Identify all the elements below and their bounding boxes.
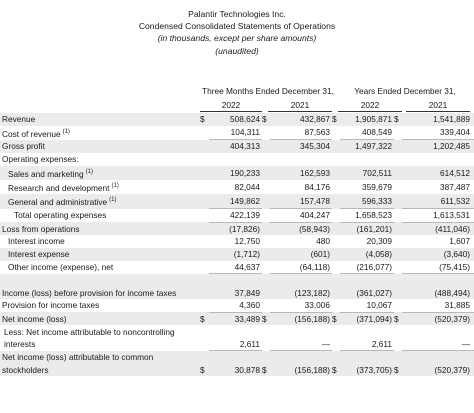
cell-value: (161,201) bbox=[340, 222, 394, 235]
units-note: (in thousands, except per share amounts) bbox=[157, 33, 317, 43]
cell-value: 345,304 bbox=[270, 140, 332, 153]
currency-symbol bbox=[332, 153, 340, 166]
column-year-fy-2021: 2021 bbox=[406, 100, 470, 112]
currency-symbol bbox=[200, 140, 209, 153]
row-label-text: Interest expense bbox=[8, 249, 70, 259]
cell-value: (488,494) bbox=[402, 274, 474, 300]
column-year-fy-2022: 2022 bbox=[338, 100, 402, 112]
cell-value: 1,497,322 bbox=[340, 140, 394, 153]
cell-value: 404,313 bbox=[209, 140, 262, 153]
row-label-text: Sales and marketing bbox=[8, 168, 84, 179]
currency-symbol bbox=[394, 235, 402, 248]
currency-symbol bbox=[332, 166, 340, 180]
table-row-net-income-loss-attributable-to-common-stockholders bbox=[0, 351, 474, 377]
cell-value: 4,360 bbox=[239, 300, 260, 311]
cell-value: 33,489 bbox=[209, 312, 262, 325]
currency-symbol: $ bbox=[200, 351, 209, 377]
row-label bbox=[0, 312, 200, 325]
row-label-text: Interest income bbox=[8, 236, 65, 247]
cell-value: 149,862 bbox=[209, 194, 262, 208]
table-row-research-and-development bbox=[0, 180, 474, 194]
row-label-text: Total operating expenses bbox=[14, 210, 107, 221]
table-row-operating-expenses bbox=[0, 153, 474, 166]
footnote-marker: (1) bbox=[62, 128, 70, 135]
cell-value: 33,006 bbox=[304, 300, 330, 311]
row-label-text: Net income (loss) attributable to common stockholders bbox=[2, 352, 154, 375]
currency-symbol bbox=[200, 325, 209, 351]
table-row-total-operating-expenses bbox=[0, 209, 474, 223]
cell-value: 404,247 bbox=[270, 209, 332, 223]
currency-symbol bbox=[394, 248, 402, 261]
cell-value: (58,943) bbox=[270, 222, 332, 235]
table-row-cost-of-revenue bbox=[0, 126, 474, 140]
currency-symbol bbox=[262, 235, 270, 248]
currency-symbol bbox=[200, 222, 209, 235]
cell-value: 104,311 bbox=[230, 127, 260, 138]
row-label bbox=[0, 235, 200, 248]
currency-symbol: $ bbox=[332, 351, 340, 377]
currency-symbol bbox=[332, 299, 340, 312]
table-row-less-net-income-attributable-to-noncontrolling-interests bbox=[0, 325, 474, 351]
row-label-text: Income (loss) before provision for income taxes bbox=[2, 287, 177, 298]
row-label bbox=[0, 113, 200, 126]
row-label bbox=[0, 248, 200, 261]
currency-symbol bbox=[200, 126, 209, 140]
cell-value: 408,549 bbox=[362, 127, 392, 138]
cell-value: 596,333 bbox=[340, 194, 394, 208]
currency-symbol bbox=[332, 209, 340, 223]
currency-symbol bbox=[332, 248, 340, 261]
row-label bbox=[0, 180, 200, 194]
currency-symbol bbox=[262, 222, 270, 235]
cell-value: 359,679 bbox=[362, 181, 392, 192]
cell-value bbox=[402, 153, 474, 166]
table-row-sales-and-marketing bbox=[0, 166, 474, 180]
currency-symbol bbox=[332, 126, 340, 140]
table-row-provision-for-income-taxes bbox=[0, 299, 474, 312]
cell-value: (216,077) bbox=[356, 261, 392, 272]
cell-value: (361,027) bbox=[340, 274, 394, 300]
row-label bbox=[0, 126, 200, 140]
row-label bbox=[0, 325, 200, 351]
cell-value: 20,309 bbox=[366, 236, 392, 247]
cell-value: (601) bbox=[270, 248, 332, 261]
currency-symbol bbox=[332, 222, 340, 235]
table-row-loss-from-operations bbox=[0, 222, 474, 235]
currency-symbol: $ bbox=[262, 351, 270, 377]
currency-symbol bbox=[332, 194, 340, 208]
row-label-text: Research and development bbox=[8, 182, 110, 193]
cell-value: (156,188) bbox=[270, 351, 332, 377]
cell-value: (371,094) bbox=[340, 312, 394, 325]
currency-symbol bbox=[200, 261, 209, 274]
row-label bbox=[0, 194, 200, 208]
cell-value bbox=[340, 153, 394, 166]
row-label bbox=[0, 153, 200, 166]
column-group-three-months: Three Months Ended December 31, bbox=[202, 86, 334, 96]
row-label bbox=[0, 140, 200, 153]
currency-symbol bbox=[332, 180, 340, 194]
cell-value: (411,046) bbox=[402, 222, 474, 235]
cell-value: 614,512 bbox=[402, 166, 474, 180]
currency-symbol bbox=[200, 180, 209, 194]
cell-value: (75,415) bbox=[439, 261, 470, 272]
table-row-revenue bbox=[0, 113, 474, 126]
cell-value: (520,379) bbox=[402, 351, 474, 377]
cell-value: 480 bbox=[316, 236, 330, 247]
table-row-interest-expense bbox=[0, 248, 474, 261]
table-row-income-loss-before-provision-for-income-taxes bbox=[0, 274, 474, 300]
currency-symbol bbox=[262, 153, 270, 166]
currency-symbol bbox=[262, 194, 270, 208]
cell-value: (17,826) bbox=[209, 222, 262, 235]
audit-note: (unaudited) bbox=[215, 46, 259, 56]
currency-symbol: $ bbox=[394, 113, 402, 126]
cell-value bbox=[209, 153, 262, 166]
row-label-text: Provision for income taxes bbox=[2, 300, 100, 311]
cell-value: 1,607 bbox=[449, 236, 470, 247]
currency-symbol: $ bbox=[200, 312, 209, 325]
currency-symbol bbox=[394, 325, 402, 351]
row-label bbox=[0, 166, 200, 180]
currency-symbol bbox=[332, 274, 340, 300]
currency-symbol bbox=[394, 194, 402, 208]
currency-symbol bbox=[394, 222, 402, 235]
row-label-text: Gross profit bbox=[2, 141, 45, 152]
cell-value: (156,188) bbox=[270, 312, 332, 325]
cell-value: 31,885 bbox=[444, 300, 470, 311]
currency-symbol bbox=[332, 261, 340, 274]
row-label-text: Other income (expense), net bbox=[8, 261, 114, 272]
row-label bbox=[0, 209, 200, 223]
cell-value: 44,637 bbox=[234, 261, 260, 272]
cell-value: 162,593 bbox=[270, 166, 332, 180]
cell-value bbox=[270, 153, 332, 166]
currency-symbol bbox=[332, 325, 340, 351]
cell-value: 12,750 bbox=[234, 236, 260, 247]
currency-symbol: $ bbox=[262, 312, 270, 325]
row-label-text: Operating expenses: bbox=[2, 154, 79, 165]
row-label bbox=[0, 274, 200, 300]
currency-symbol bbox=[394, 140, 402, 153]
row-label bbox=[0, 351, 200, 377]
footnote-marker: (1) bbox=[109, 197, 117, 204]
row-label-text: Revenue bbox=[2, 114, 36, 124]
currency-symbol bbox=[262, 274, 270, 300]
currency-symbol bbox=[262, 209, 270, 223]
currency-symbol bbox=[394, 261, 402, 274]
currency-symbol bbox=[394, 274, 402, 300]
cell-value: 190,233 bbox=[209, 166, 262, 180]
currency-symbol bbox=[200, 194, 209, 208]
cell-value: 1,202,485 bbox=[402, 140, 474, 153]
cell-value: (4,058) bbox=[340, 248, 394, 261]
currency-symbol: $ bbox=[332, 312, 340, 325]
cell-value: 30,878 bbox=[209, 351, 262, 377]
column-year-q-2022: 2022 bbox=[200, 100, 262, 112]
currency-symbol bbox=[332, 235, 340, 248]
statement-title: Condensed Consolidated Statements of Operations bbox=[138, 21, 336, 31]
cell-value: (1,712) bbox=[209, 248, 262, 261]
currency-symbol: $ bbox=[200, 113, 209, 126]
cell-value: (64,118) bbox=[299, 261, 330, 272]
currency-symbol bbox=[262, 248, 270, 261]
cell-value: 422,139 bbox=[209, 209, 262, 223]
cell-value: 611,532 bbox=[402, 194, 474, 208]
cell-value: (123,182) bbox=[270, 274, 332, 300]
currency-symbol bbox=[394, 153, 402, 166]
cell-value: 84,176 bbox=[304, 181, 330, 192]
currency-symbol bbox=[394, 126, 402, 140]
currency-symbol bbox=[262, 261, 270, 274]
column-year-q-2021: 2021 bbox=[268, 100, 332, 112]
cell-value: 702,511 bbox=[340, 166, 394, 180]
row-label-text: Loss from operations bbox=[2, 223, 80, 234]
row-label-text: Less: Net income attributable to noncontrolling interests bbox=[4, 326, 175, 350]
currency-symbol bbox=[200, 153, 209, 166]
currency-symbol bbox=[262, 166, 270, 180]
currency-symbol: $ bbox=[332, 113, 340, 126]
cell-value: 82,044 bbox=[234, 181, 260, 192]
company-name: Palantir Technologies Inc. bbox=[188, 9, 286, 19]
currency-symbol bbox=[200, 166, 209, 180]
cell-value: 508,624 bbox=[209, 113, 262, 126]
cell-value: 387,487 bbox=[440, 181, 470, 192]
currency-symbol bbox=[200, 274, 209, 300]
currency-symbol bbox=[200, 235, 209, 248]
currency-symbol bbox=[394, 166, 402, 180]
currency-symbol bbox=[394, 209, 402, 223]
cell-value: 37,849 bbox=[209, 274, 262, 300]
cell-value: 339,404 bbox=[440, 127, 470, 138]
currency-symbol bbox=[200, 209, 209, 223]
row-label bbox=[0, 222, 200, 235]
currency-symbol bbox=[200, 248, 209, 261]
currency-symbol bbox=[200, 299, 209, 312]
table-row-gross-profit bbox=[0, 140, 474, 153]
table-row-other-income-expense-net bbox=[0, 261, 474, 274]
cell-value: (520,379) bbox=[402, 312, 474, 325]
currency-symbol: $ bbox=[394, 351, 402, 377]
currency-symbol bbox=[262, 126, 270, 140]
row-label-text: Net income (loss) bbox=[2, 313, 67, 324]
row-label bbox=[0, 299, 200, 312]
row-label-text: General and administrative bbox=[8, 197, 108, 208]
footnote-marker: (1) bbox=[85, 168, 93, 175]
cell-value: (3,640) bbox=[402, 248, 474, 261]
table-row-interest-income bbox=[0, 235, 474, 248]
table-row-general-and-administrative bbox=[0, 194, 474, 208]
income-statement-table bbox=[0, 113, 474, 376]
cell-value: 1,905,871 bbox=[340, 113, 394, 126]
cell-value: 1,613,531 bbox=[402, 209, 474, 223]
cell-value: — bbox=[461, 338, 470, 349]
currency-symbol bbox=[332, 140, 340, 153]
cell-value: 2,611 bbox=[239, 338, 260, 349]
currency-symbol: $ bbox=[394, 312, 402, 325]
column-group-years: Years Ended December 31, bbox=[354, 86, 456, 96]
currency-symbol: $ bbox=[262, 113, 270, 126]
currency-symbol bbox=[394, 180, 402, 194]
cell-value: 1,658,523 bbox=[340, 209, 394, 223]
cell-value: 157,478 bbox=[270, 194, 332, 208]
cell-value: — bbox=[321, 338, 330, 349]
currency-symbol bbox=[262, 325, 270, 351]
currency-symbol bbox=[262, 299, 270, 312]
cell-value: 1,541,889 bbox=[402, 113, 474, 126]
row-label-text: Cost of revenue bbox=[2, 128, 61, 139]
footnote-marker: (1) bbox=[111, 183, 119, 189]
row-label bbox=[0, 261, 200, 274]
cell-value: (373,705) bbox=[340, 351, 394, 377]
cell-value: 10,067 bbox=[366, 300, 392, 311]
currency-symbol bbox=[262, 140, 270, 153]
table-row-net-income-loss bbox=[0, 312, 474, 325]
currency-symbol bbox=[394, 299, 402, 312]
currency-symbol bbox=[262, 180, 270, 194]
cell-value: 2,611 bbox=[371, 338, 392, 349]
cell-value: 87,563 bbox=[304, 127, 330, 138]
cell-value: 432,867 bbox=[270, 113, 332, 126]
